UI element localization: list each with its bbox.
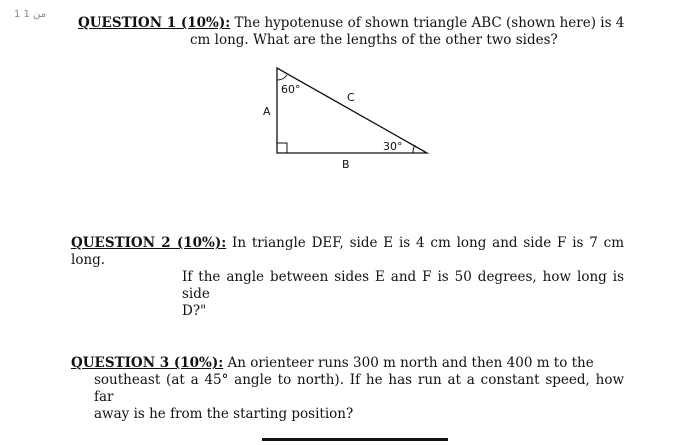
side-label-a: A <box>263 105 271 118</box>
bottom-divider <box>262 438 448 441</box>
question-3-text-line2: southeast (at a 45° angle to north). If he has run at a constant speed, how far <box>94 372 624 405</box>
angle-label-60: 60° <box>281 83 301 96</box>
side-label-b: B <box>342 158 350 171</box>
question-3-text-line3: away is he from the starting position? <box>94 406 354 422</box>
question-2-label: QUESTION 2 (10%): <box>71 235 227 251</box>
question-3-text-line1: An orienteer runs 300 m north and then 400 m to the <box>227 355 594 371</box>
question-1-label: QUESTION 1 (10%): <box>78 15 231 31</box>
angle-arc-top <box>277 75 287 80</box>
question-3 <box>71 355 624 423</box>
triangle-abc <box>277 68 427 153</box>
question-2-text-line3: D?" <box>182 303 207 319</box>
right-angle-marker <box>277 143 287 153</box>
question-2 <box>71 235 624 320</box>
page-number: 1 من 1 <box>14 9 47 20</box>
angle-label-30: 30° <box>383 140 403 153</box>
question-3-label: QUESTION 3 (10%): <box>71 355 224 371</box>
question-1-text-line2: cm long. What are the lengths of the other two sides? <box>190 32 558 48</box>
angle-arc-right <box>413 145 415 153</box>
question-2-text-line1: In triangle DEF, side E is 4 cm long and side F is 7 cm long. <box>71 235 625 268</box>
side-label-c: C <box>347 91 355 104</box>
question-2-text-line2: If the angle between sides E and F is 50 degrees, how long is side <box>182 269 624 302</box>
question-1-text-line1: The hypotenuse of shown triangle ABC (shown here) is 4 <box>234 15 625 31</box>
